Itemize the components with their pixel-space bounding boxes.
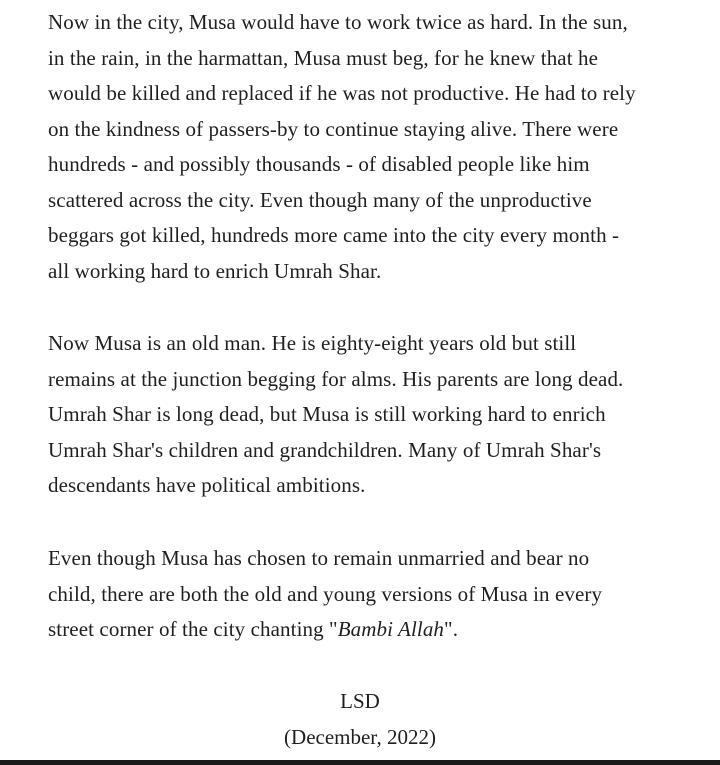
- paragraph-1-line: scattered across the city. Even though many of the unproductive: [48, 187, 592, 212]
- paragraph-3: [48, 541, 688, 648]
- paragraph-2-line: descendants have political ambitions.: [48, 473, 366, 497]
- paragraph-1-line: on the kindness of passers-by to continue staying alive. There were: [48, 116, 619, 141]
- last-line-text-after: ".: [444, 617, 459, 641]
- paragraph-1-line: hundreds - and possibly thousands - of disabled people like him: [48, 152, 590, 176]
- quoted-chant-emphasis: Bambi Allah: [337, 617, 445, 641]
- paragraph-3-line: child, there are both the old and young versions of Musa in every: [48, 581, 603, 606]
- paragraph-1-line: would be killed and replaced if he was not productive. He had to rely: [48, 81, 636, 105]
- paragraph-2-line: Umrah Shar is long dead, but Musa is still working hard to enrich: [48, 402, 606, 426]
- last-line-text-before: street corner of the city chanting ": [48, 617, 338, 641]
- signature-date: (December, 2022): [284, 725, 436, 749]
- author-signature: LSD: [340, 689, 380, 713]
- paragraph-1: [48, 5, 688, 289]
- paragraph-1-line: in the rain, in the harmattan, Musa must beg, for he knew that he: [48, 45, 599, 70]
- paragraph-2: [48, 326, 688, 504]
- paragraph-3-last-line: [48, 612, 688, 648]
- paragraph-2-line: remains at the junction begging for alms. His parents are long dead.: [48, 366, 624, 391]
- paragraph-1-line: Now in the city, Musa would have to work twice as hard. In the sun,: [48, 10, 628, 34]
- paragraph-1-line: beggars got killed, hundreds more came into the city every month -: [48, 223, 620, 247]
- paragraph-3-line: Even though Musa has chosen to remain unmarried and bear no: [48, 546, 590, 570]
- bottom-divider: [0, 760, 720, 765]
- paragraph-1-line: all working hard to enrich Umrah Shar.: [48, 258, 382, 283]
- paragraph-2-line: Now Musa is an old man. He is eighty-eight years old but still: [48, 331, 577, 355]
- paragraph-2-line: Umrah Shar's children and grandchildren. Many of Umrah Shar's: [48, 437, 602, 462]
